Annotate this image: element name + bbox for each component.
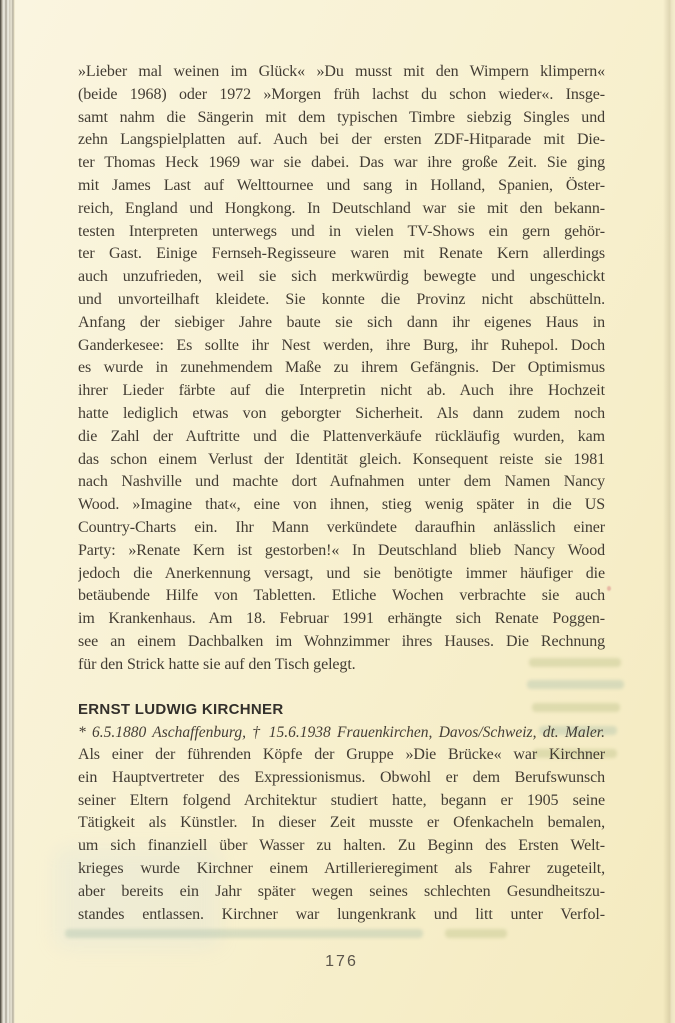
text-line: das schon einem Verlust der Identität gleich. Konsequent reiste sie 1981 bbox=[78, 450, 605, 468]
text-line: aber bereits ein Jahr später wegen seines schlechten Gesundheitszu- bbox=[78, 882, 605, 900]
text-line: auch unzufrieden, weil sie sich merkwürdig bewegte und ungeschickt bbox=[78, 268, 605, 286]
text-line: um sich finanziell über Wasser zu halten. Zu Beginn des Ersten Welt- bbox=[78, 837, 605, 855]
text-line: seiner Eltern folgend Architektur studiert hatte, begann er 1905 seine bbox=[78, 791, 605, 809]
text-line: ihrer Lieder färbte auf die Interpretin nicht ab. Auch ihre Hochzeit bbox=[78, 382, 605, 400]
text-line: ter Gast. Einige Fernseh-Regisseure waren mit Renate Kern allerdings bbox=[78, 245, 605, 263]
text-line: Als einer der führenden Köpfe der Gruppe »Die Brücke« war Kirchner bbox=[78, 746, 605, 763]
show-through-mark bbox=[65, 929, 423, 938]
paper bbox=[15, 0, 675, 1023]
paper-speck bbox=[607, 586, 611, 591]
show-through-mark bbox=[532, 703, 620, 712]
text-line: betäubende Hilfe von Tabletten. Etliche Wochen verbrachte sie auch bbox=[78, 587, 605, 605]
text-line: standes entlassen. Kirchner war lungenkrank und litt unter Verfol- bbox=[78, 905, 605, 923]
text-line: mit James Last auf Welttournee und sang in Holland, Spanien, Öster- bbox=[78, 176, 605, 194]
show-through-mark bbox=[445, 929, 507, 938]
text-line: für den Strick hatte sie auf den Tisch gelegt. bbox=[78, 655, 356, 673]
paper-right-edge bbox=[663, 0, 675, 1023]
text-line: jedoch die Anerkennung versagt, und sie benötigte immer häufiger die bbox=[78, 564, 605, 582]
text-line: im Krankenhaus. Am 18. Februar 1991 erhängte sich Renate Poggen- bbox=[78, 610, 605, 628]
text-line: Tätigkeit als Künstler. In dieser Zeit musste er Ofenkacheln bemalen, bbox=[78, 814, 605, 832]
text-line: Country-Charts ein. Ihr Mann verkündete daraufhin anlässlich einer bbox=[78, 518, 605, 536]
kirchner-vital-line: * 6.5.1880 Aschaffenburg, † 15.6.1938 Frauenkirchen, Davos/Schweiz, dt. Maler. bbox=[78, 724, 605, 741]
text-line: testen Interpreten unterwegs und in vielen TV-Shows ein gern gehör- bbox=[78, 222, 605, 240]
text-line: Anfang der siebiger Jahre baute sie sich dann ihr eigenes Haus in bbox=[78, 313, 605, 331]
text-line: Party: »Renate Kern ist gestorben!« In Deutschland blieb Nancy Wood bbox=[78, 541, 605, 559]
text-line: und unvorteilhaft kleidete. Sie konnte die Provinz nicht abschütteln. bbox=[78, 290, 605, 308]
paragraph-renate-kern bbox=[78, 61, 605, 677]
text-line: ter Thomas Heck 1969 war sie dabei. Das war ihre große Zeit. Sie ging bbox=[78, 154, 605, 172]
text-line: nach Nashville und machte dort Aufnahmen unter dem Namen Nancy bbox=[78, 473, 605, 491]
entry-heading-kirchner: ERNST LUDWIG KIRCHNER bbox=[78, 701, 284, 718]
text-line: es wurde in zunehmendem Maße zu ihrem Gefängnis. Der Optimismus bbox=[78, 359, 605, 377]
text-line: die Zahl der Auftritte und die Plattenverkäufe rückläufig wurden, kam bbox=[78, 427, 605, 445]
text-line: reich, England und Hongkong. In Deutschland war sie mit den bekann- bbox=[78, 199, 605, 217]
text-line: hatte lediglich etwas von geborgter Sicherheit. Als dann zudem noch bbox=[78, 404, 605, 422]
page-edge-stack bbox=[0, 0, 15, 1023]
text-line: (beide 1968) oder 1972 »Morgen früh lachst du schon wieder«. Insge- bbox=[78, 85, 605, 103]
text-line: zehn Langspielplatten auf. Auch bei der ersten ZDF-Hitparade mit Die- bbox=[78, 131, 605, 149]
text-line: krieges wurde Kirchner einem Artillerieregiment als Fahrer zugeteilt, bbox=[78, 859, 605, 877]
text-line: samt nahm die Sängerin mit dem typischen Timbre siebzig Singles und bbox=[78, 108, 605, 126]
page-number: 176 bbox=[325, 953, 358, 970]
show-through-mark bbox=[527, 680, 624, 689]
text-line: see an einem Dachbalken im Wohnzimmer ihres Hauses. Die Rechnung bbox=[78, 632, 605, 650]
text-line: »Lieber mal weinen im Glück« »Du musst mit den Wimpern klimpern« bbox=[78, 63, 605, 80]
text-line: Ganderkesee: Es sollte ihr Nest werden, ihre Burg, ihr Ruhepol. Doch bbox=[78, 336, 605, 354]
text-line: Wood. »Imagine that«, eine von ihnen, stieg wenig später in die US bbox=[78, 496, 605, 514]
text-line: ein Hauptvertreter des Expressionismus. Obwohl er dem Berufswunsch bbox=[78, 768, 605, 786]
paragraph-kirchner bbox=[78, 744, 605, 926]
